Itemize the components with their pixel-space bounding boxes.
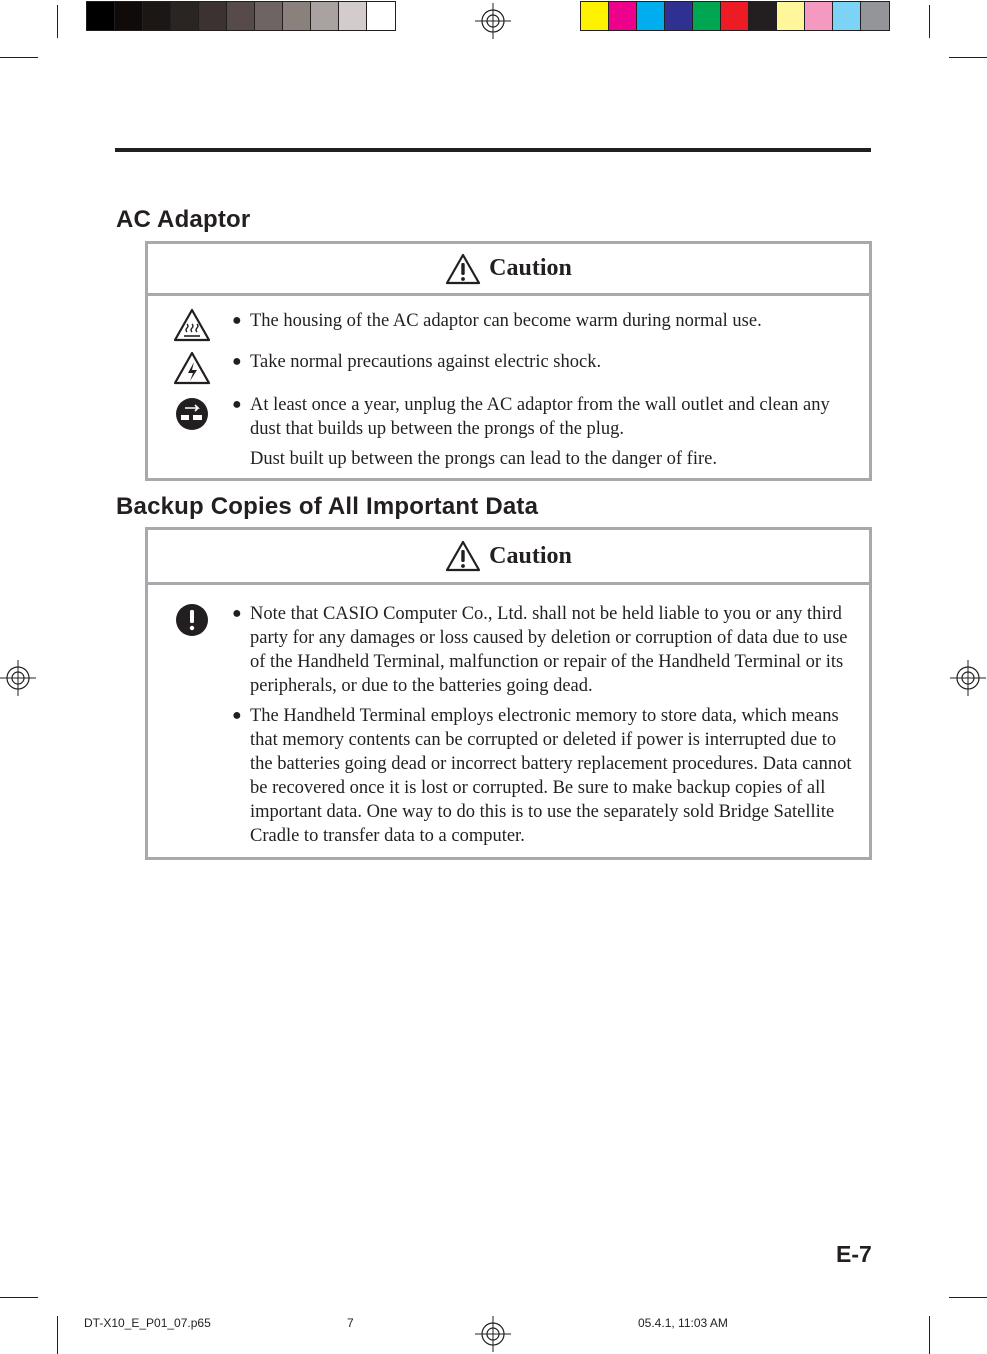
caution-box-ac-adaptor: Caution ● The housing of the AC adaptor can become warm during normal use. ● Take normal precautions against electric shock. ● At least once a year, unplug the AC adaptor from the wall outlet and clean any dust that builds up between the prongs of the plug. Dust built up between the prongs can lead to the danger of fire.: [145, 241, 872, 481]
color-swatch: [171, 2, 199, 30]
unplug-icon: [172, 396, 212, 432]
section-title-ac-adaptor: AC Adaptor: [116, 206, 251, 233]
color-swatch: [861, 2, 889, 30]
hot-surface-warning-icon: [172, 307, 212, 343]
crop-mark: [57, 1316, 58, 1354]
warning-triangle-icon: [445, 540, 481, 572]
crop-mark: [949, 57, 987, 58]
color-swatch: [143, 2, 171, 30]
caution-header: [148, 244, 869, 296]
bullet-icon: ●: [232, 396, 242, 413]
caution-label: Caution: [489, 255, 572, 281]
registration-mark-icon: [0, 660, 36, 696]
color-swatch: [581, 2, 609, 30]
color-swatch: [115, 2, 143, 30]
crop-mark: [929, 5, 930, 38]
grayscale-color-bar: [86, 1, 396, 31]
color-swatch: [87, 2, 115, 30]
bullet-icon: ●: [232, 707, 242, 724]
crop-mark: [57, 5, 58, 38]
electric-shock-warning-icon: [172, 350, 212, 386]
color-swatch: [255, 2, 283, 30]
color-swatch: [637, 2, 665, 30]
caution-box-backup: Caution ● Note that CASIO Computer Co., Ltd. shall not be held liable to you or any third party for any damages or loss caused by deletion or corruption of data due to use of the Handheld Terminal, malfunction or repair of the Handheld Terminal or its peripherals, or due to the batteries going dead. ● The Handheld Terminal employs electronic memory to store data, which means that memory contents can be corrupted or deleted if power is interrupted due to the batteries going dead or incorrect battery replacement procedures. Data cannot be recovered once it is lost or corrupted. Be sure to make backup copies of all important data. One way to do this is to use the separately sold Bridge Satellite Cradle to transfer data to a computer.: [145, 527, 872, 860]
color-swatch: [749, 2, 777, 30]
color-swatch: [339, 2, 367, 30]
bullet-icon: ●: [232, 605, 242, 622]
footer-page: 7: [347, 1316, 354, 1330]
color-swatch: [227, 2, 255, 30]
color-swatch: [833, 2, 861, 30]
header-rule: [115, 148, 871, 152]
registration-mark-icon: [475, 3, 511, 39]
crop-mark: [929, 1316, 930, 1354]
color-swatch: [805, 2, 833, 30]
crop-mark: [0, 57, 38, 58]
section-title-backup: Backup Copies of All Important Data: [116, 493, 539, 520]
registration-mark-icon: [475, 1316, 511, 1352]
registration-mark-icon: [950, 660, 986, 696]
color-swatch: [283, 2, 311, 30]
color-swatch: [311, 2, 339, 30]
note-text: Dust built up between the prongs can lead to the danger of fire.: [250, 449, 717, 469]
caution-label: Caution: [489, 542, 572, 569]
color-swatch: [367, 2, 395, 30]
color-swatch: [199, 2, 227, 30]
crop-mark: [0, 1297, 38, 1298]
caution-header: [148, 530, 869, 585]
color-swatch: [693, 2, 721, 30]
bullet-icon: ●: [232, 353, 242, 370]
color-swatch: [777, 2, 805, 30]
footer-file-name: DT-X10_E_P01_07.p65: [84, 1316, 211, 1330]
warning-triangle-icon: [445, 253, 481, 285]
color-swatch: [665, 2, 693, 30]
bullet-icon: ●: [232, 312, 242, 329]
page-number: E-7: [836, 1241, 872, 1267]
footer-timestamp: 05.4.1, 11:03 AM: [638, 1316, 728, 1330]
mandatory-action-icon: [172, 602, 212, 638]
color-swatch: [721, 2, 749, 30]
color-swatch: [609, 2, 637, 30]
crop-mark: [949, 1297, 987, 1298]
process-color-bar: [580, 1, 890, 31]
